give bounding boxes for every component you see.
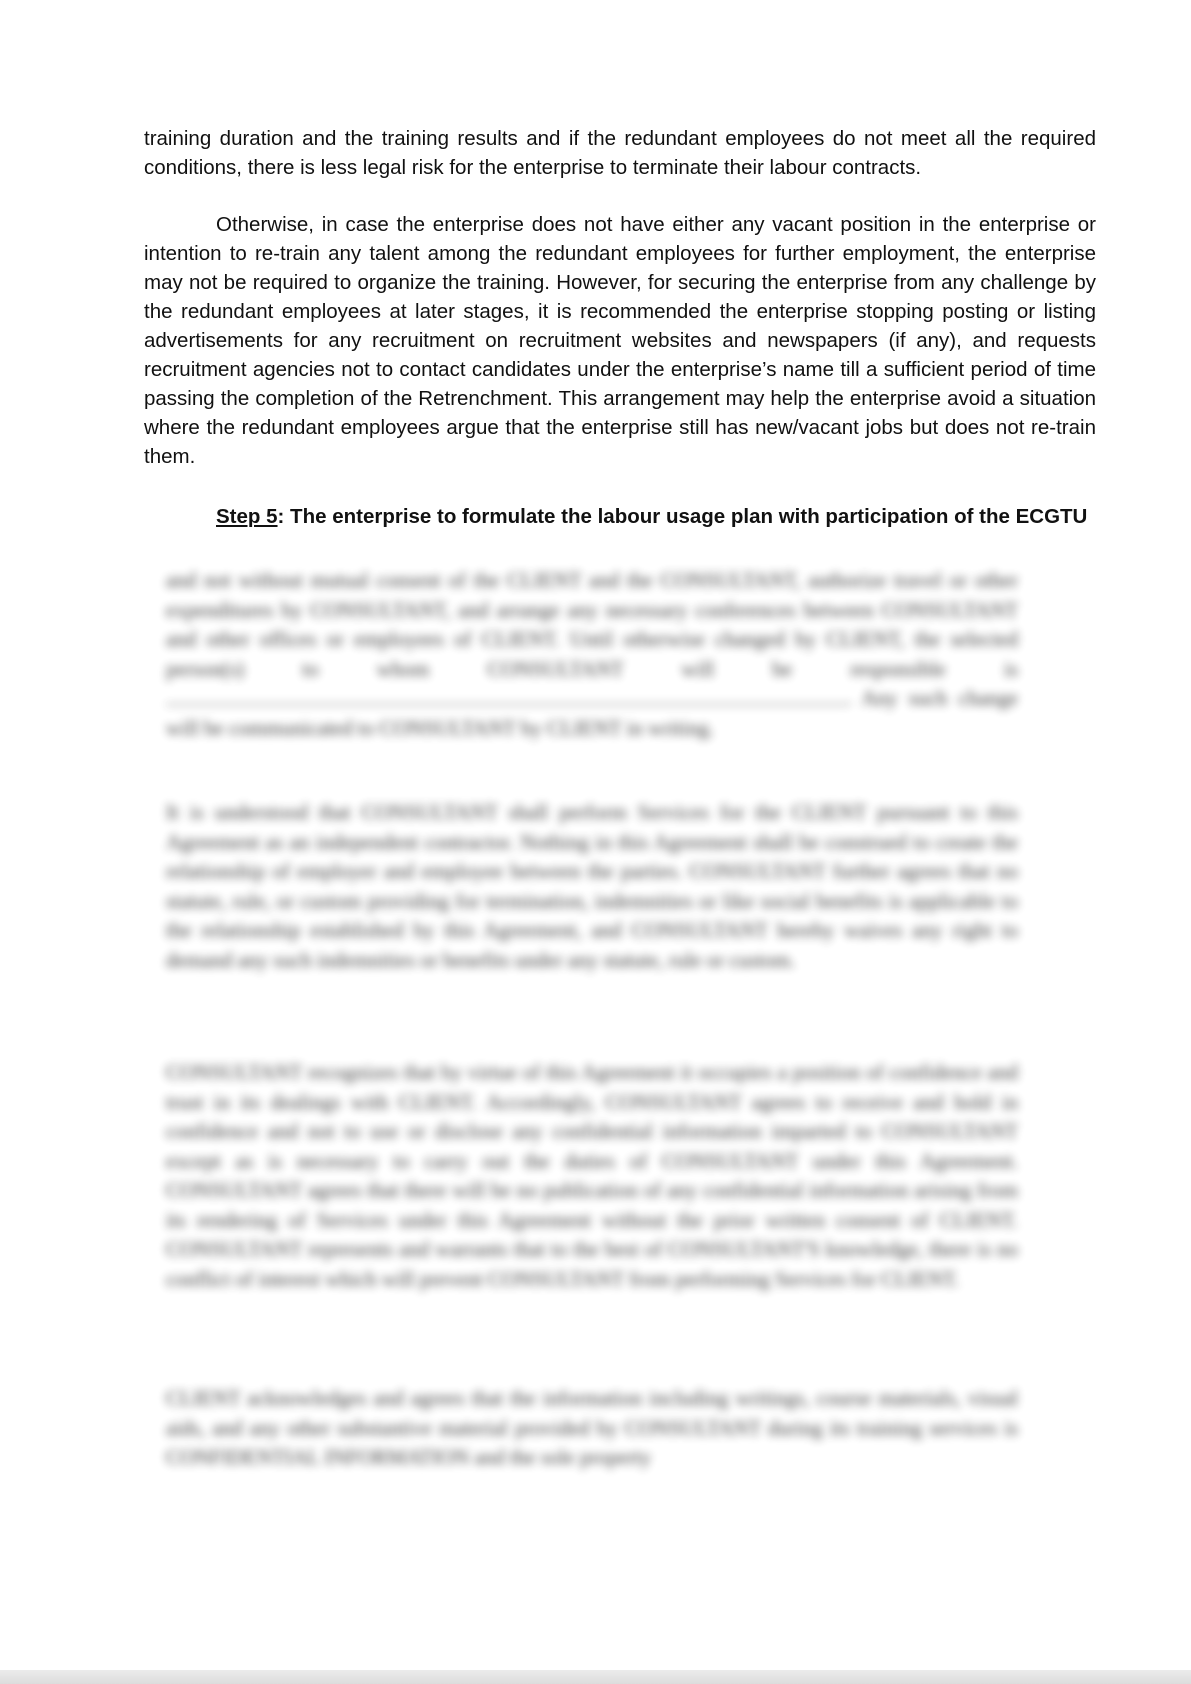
blurred-paragraph-1 [166, 566, 1018, 743]
paragraph-training-results: training duration and the training results and if the redundant employees do not meet all the required conditions, there is less legal risk for the enterprise to terminate their labour contracts. [144, 127, 1096, 179]
blurred-paragraph-4: CLIENT acknowledges and agrees that the information including writings, course materials, visual aids, and any other substantive material provided by CONSULTANT during its training services is CONFIDENTIAL INFORMATION and the sole property [166, 1386, 1018, 1469]
blurred-paragraph-3: CONSULTANT recognizes that by virtue of this Agreement it occupies a position of confidence and trust in its dealings with CLIENT. Accordingly, CONSULTANT agrees to receive and hold in confidence and not to use or disclose any confidential information imparted to CONSULTANT except as is necessary to carry out the duties of CONSULTANT under this Agreement. CONSULTANT agrees that there will be no publication of any confidential information arising from its rendering of Services under this Agreement without the prior written consent of CLIENT. CONSULTANT represents and warrants that to the best of CONSULTANT'S knowledge, there is no conflict of interest which will prevent CONSULTANT from performing Services for CLIENT. [166, 1060, 1018, 1291]
blurred-paragraph-1-text: and not without mutual consent of the CLIENT and the CONSULTANT, authorize travel or other expenditures by CONSULTANT, and arrange any necessary conferences between CONSULTANT and other offices or employees of CLIENT. Until otherwise changed by CLIENT, the selected person(s) to whom CONSULTANT will be responsible is [166, 568, 1018, 681]
blurred-paragraph-1-tail: . Any such change will be communicated to CONSULTANT by CLIENT in writing. [166, 686, 1018, 740]
step-5-heading [144, 502, 1096, 531]
page-bottom-edge [0, 1670, 1191, 1684]
paragraph-no-vacant-position: Otherwise, in case the enterprise does not have either any vacant position in the enterprise or intention to re-train any talent among the redundant employees for further employment, the enterprise may not be required to organize the training. However, for securing the enterprise from any challenge by the redundant employees at later stages, it is recommended the enterprise stopping posting or listing advertisements for any recruitment on recruitment websites and newspapers (if any), and requests recruitment agencies not to contact candidates under the enterprise’s name till a sufficient period of time passing the completion of the Retrenchment. This arrangement may help the enterprise avoid a situation where the redundant employees argue that the enterprise still has new/vacant jobs but does not re-train them. [144, 213, 1096, 468]
blurred-paragraph-2: It is understood that CONSULTANT shall perform Services for the CLIENT pursuant to this Agreement as an independent contractor. Nothing in this Agreement shall be construed to create the relationship of employer and employee between the parties. CONSULTANT further agrees that no statute, rule, or custom providing for termination, indemnities or like social benefits is applicable to the relationship established by this Agreement, and CONSULTANT hereby waives any right to demand any such indemnities or benefits under any statute, rule or custom. [166, 800, 1018, 972]
blank-fill-line [166, 684, 846, 705]
step-5-title: : The enterprise to formulate the labour usage plan with participation of the ECGTU [277, 505, 1088, 528]
step-5-label: Step 5 [216, 505, 278, 528]
